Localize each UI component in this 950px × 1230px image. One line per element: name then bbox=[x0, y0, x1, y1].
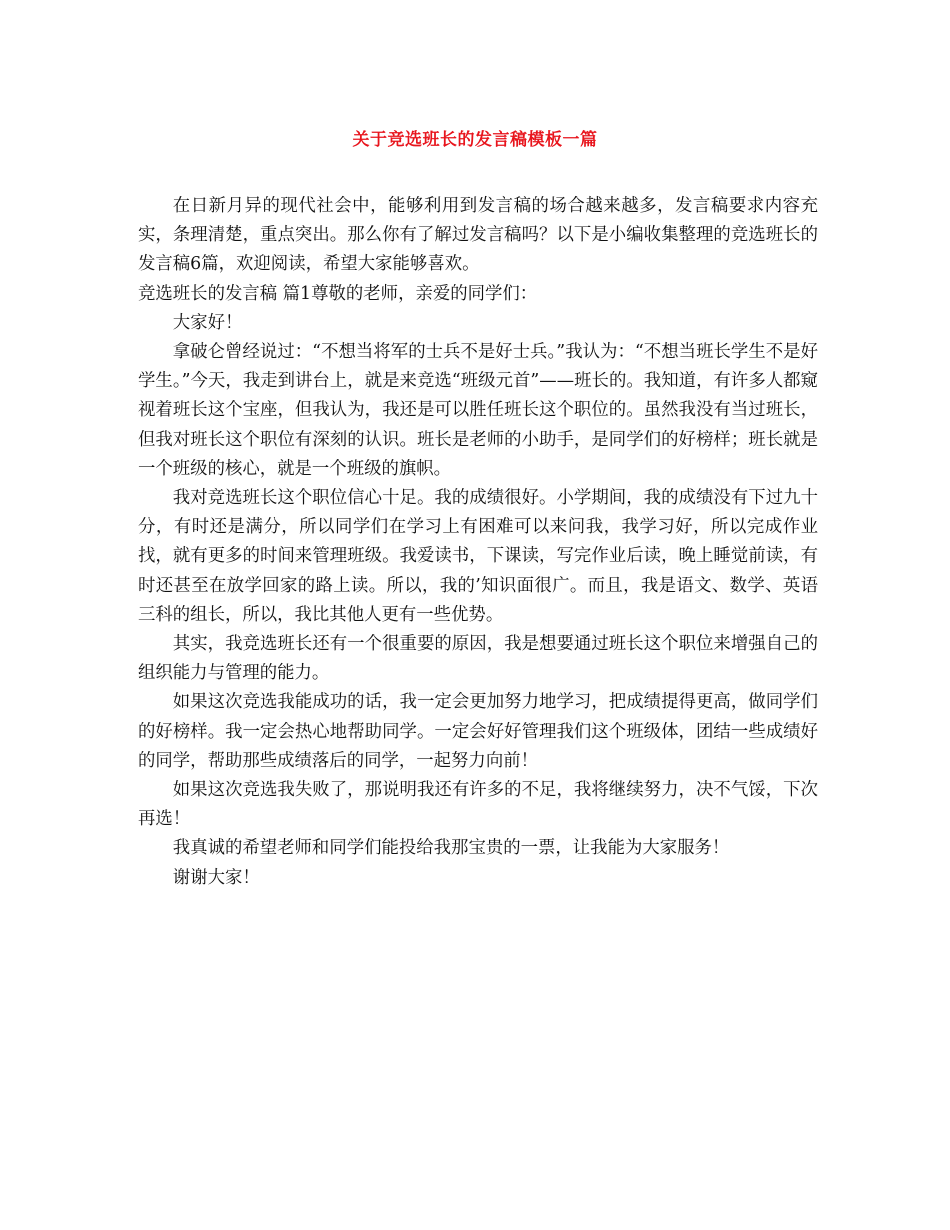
closing-paragraph: 谢谢大家！ bbox=[172, 867, 260, 888]
document-title: 关于竞选班长的发言稿模板一篇 bbox=[352, 130, 598, 150]
greeting-paragraph: 大家好！ bbox=[172, 312, 243, 333]
section-heading-paragraph: 竞选班长的发言稿 篇1尊敬的老师，亲爱的同学们： bbox=[138, 283, 538, 304]
body-paragraph: 如果这次竞选我失败了，那说明我还有许多的不足，我将继续努力，决不气馁，下次再选！ bbox=[138, 780, 818, 830]
body-paragraph: 我对竞选班长这个职位信心十足。我的成绩很好。小学期间，我的成绩没有下过九十分，有时还是满分，所以同学们在学习上有困难可以来问我，我学习好，所以完成作业找，就有更多的时间来管理班级。我爱读书，下课读，写完作业后读，晚上睡觉前读，有时还甚至在放学回家的路上读。所以，我的’知识面很广。而且，我是语文、数学、英语三科的组长，所以，我比其他人更有一些优势。 bbox=[138, 488, 818, 625]
intro-paragraph: 在日新月异的现代社会中，能够利用到发言稿的场合越来越多，发言稿要求内容充实，条理清楚，重点突出。那么你有了解过发言稿吗？以下是小编收集整理的竞选班长的发言稿6篇，欢迎阅读，希望大家能够喜欢。 bbox=[138, 196, 818, 275]
body-paragraph: 其实，我竞选班长还有一个很重要的原因，我是想要通过班长这个职位来增强自己的组织能力与管理的能力。 bbox=[138, 634, 818, 684]
body-paragraph: 我真诚的希望老师和同学们能投给我那宝贵的一票，让我能为大家服务！ bbox=[172, 838, 730, 859]
document-body bbox=[138, 192, 818, 893]
body-paragraph: 拿破仑曾经说过：“不想当将军的士兵不是好士兵。”我认为：“不想当班长学生不是好学生。”今天，我走到讲台上，就是来竞选“班级元首”——班长的。我知道，有许多人都窥视着班长这个宝座，但我认为，我还是可以胜任班长这个职位的。虽然我没有当过班长，但我对班长这个职位有深刻的认识。班长是老师的小助手，是同学们的好榜样；班长就是一个班级的核心，就是一个班级的旗帜。 bbox=[138, 342, 818, 479]
body-paragraph: 如果这次竞选我能成功的话，我一定会更加努力地学习，把成绩提得更高，做同学们的好榜样。我一定会热心地帮助同学。一定会好好管理我们这个班级体，团结一些成绩好的同学，帮助那些成绩落后的同学，一起努力向前！ bbox=[138, 692, 818, 771]
